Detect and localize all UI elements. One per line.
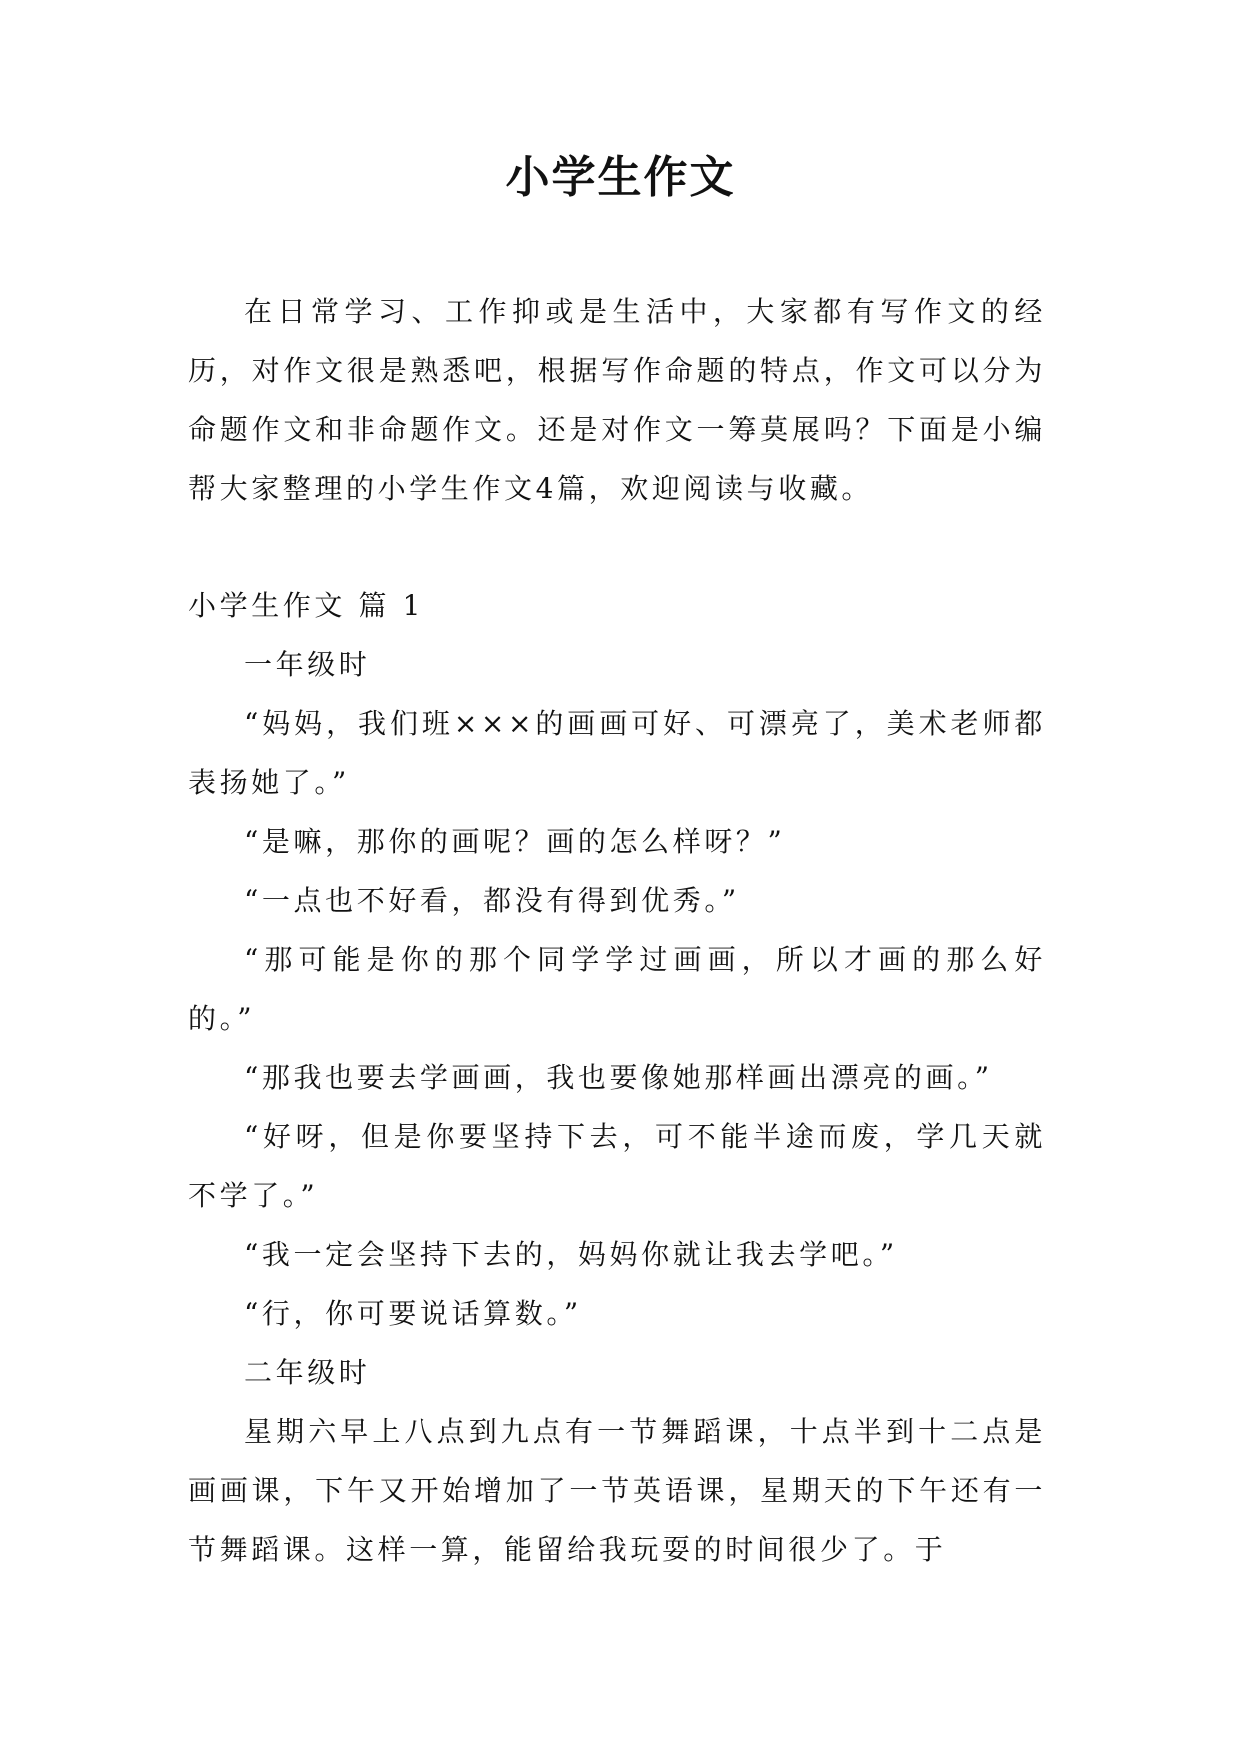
paragraph-dialogue: “行，你可要说话算数。” xyxy=(244,1297,582,1330)
paragraph-dialogue: “我一定会坚持下去的，妈妈你就让我去学吧。” xyxy=(244,1238,898,1271)
paragraph-grade-one-heading: 一年级时 xyxy=(244,648,371,681)
paragraph-dialogue: “那我也要去学画画，我也要像她那样画出漂亮的画。” xyxy=(244,1061,993,1094)
paragraph-grade-two-heading: 二年级时 xyxy=(244,1356,371,1389)
document-body xyxy=(188,282,1046,1579)
paragraph-dialogue: “妈妈，我们班×××的画画可好、可漂亮了，美术老师都表扬她了。” xyxy=(188,707,1046,799)
paragraph-dialogue: “一点也不好看，都没有得到优秀。” xyxy=(244,884,740,917)
paragraph-narrative: 星期六早上八点到九点有一节舞蹈课，十点半到十二点是画画课，下午又开始增加了一节英语课，星期天的下午还有一节舞蹈课。这样一算，能留给我玩耍的时间很少了。于 xyxy=(188,1415,1046,1566)
intro-paragraph: 在日常学习、工作抑或是生活中，大家都有写作文的经历，对作文很是熟悉吧，根据写作命题的特点，作文可以分为命题作文和非命题作文。还是对作文一筹莫展吗？下面是小编帮大家整理的小学生作文4篇，欢迎阅读与收藏。 xyxy=(188,295,1046,505)
section-heading: 小学生作文 篇 1 xyxy=(188,589,425,622)
paragraph-dialogue: “好呀，但是你要坚持下去，可不能半途而废，学几天就不学了。” xyxy=(188,1120,1046,1212)
document-title: 小学生作文 xyxy=(505,152,736,203)
paragraph-dialogue: “是嘛，那你的画呢？画的怎么样呀？” xyxy=(244,825,786,858)
paragraph-dialogue: “那可能是你的那个同学学过画画，所以才画的那么好的。” xyxy=(188,943,1046,1035)
